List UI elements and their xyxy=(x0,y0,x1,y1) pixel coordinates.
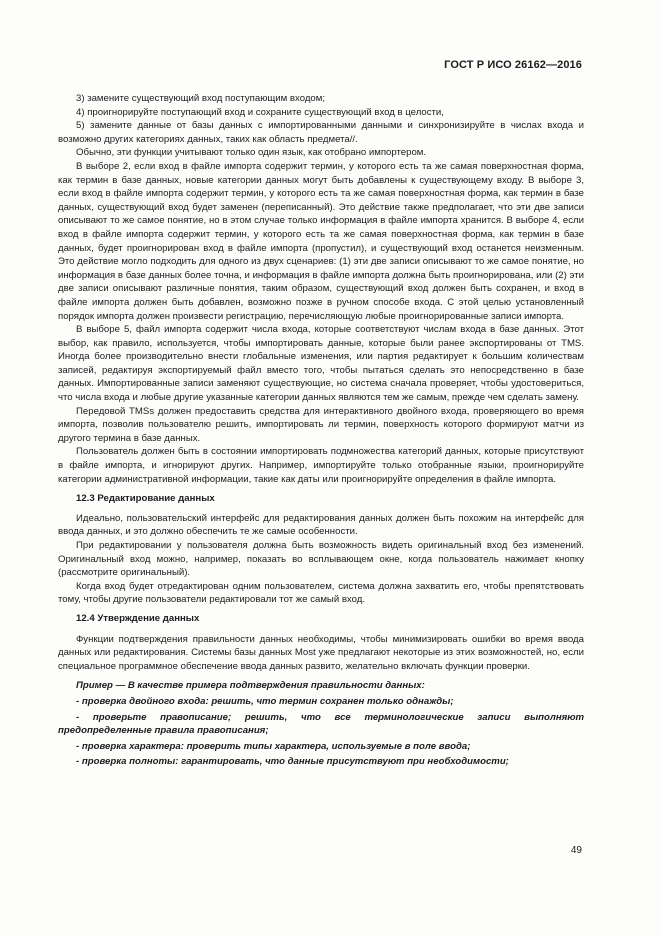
example-item: - проверьте правописание; решить, что все терминологические записи выполняют предопределенные правила правописания; xyxy=(58,711,584,737)
paragraph: В выборе 2, если вход в файле импорта содержит термин, у которого есть та же самая поверхностная форма, как термин в базе данных, новые категории данных могут быть добавлены к существующему входу. В выборе 3, если вход в файле импорта содержит термин, у которого есть та же самая поверхностная форма, как термин в базе данных, существующий вход будет заменен (переписанный). Это действие также предполагает, что эти две записи описывают то же самое понятие, но в этом случае только информация в файле импорта хранится. В выборе 4, если вход в файле импорта содержит термин, у которого есть та же самая поверхностная форма, как термин в базе данных, будет проигнорирован вход в файле импорта (пропустил), и существующий вход останется неизменным. Это действие могло подходить для одного из двух сценариев: (1) эти две записи описывают то же самое понятие, но информация в базе данных более точна, и информация в файле импорта должна быть проигнорирована, или (2) эти две записи описывают различные понятия, таким образом, существующий вход должен быть сохранен, и вход в файле импорта должен быть добавлен, возможно позже в ручном способе входа. С этой целью установленный порядок импорта должен произвести регистрацию, перечисляющую любые проигнорированные записи импорта. xyxy=(58,160,584,322)
example-heading: Пример — В качестве примера подтверждения правильности данных: xyxy=(76,680,425,692)
paragraph: В выборе 5, файл импорта содержит числа входа, которые соответствуют числам входа в базе данных. Этот выбор, как правило, используется, чтобы импортировать данные, которые были ранее экспортированы от TMS. Иногда более производительно внести глобальные изменения, или партия редактирует к большим количествам записей, редактируя экспортируемый файл вместо того, чтобы пытаться сделать это непосредственно в базе данных. Импортированные записи заменяют существующие, но система сначала проверяет, чтобы удостовериться, что числа входа и любые другие указанные категории данных являются тем же самым, прежде чем сделать замену. xyxy=(58,324,584,404)
example-item: - проверка полноты: гарантировать, что данные присутствуют при необходимости; xyxy=(76,756,509,768)
example-item: - проверка характера: проверить типы характера, используемые в поле ввода; xyxy=(76,740,471,752)
paragraph: 4) проигнорируйте поступающий вход и сохраните существующий вход в целости, xyxy=(76,106,444,118)
paragraph: При редактировании у пользователя должна быть возможность видеть оригинальный вход без изменений. Оригинальный вход можно, например, показать во всплывающем окне, когда пользователь нажимает кнопку (рассмотрите оригинальный). xyxy=(58,540,584,579)
paragraph: Передовой TMSs должен предоставить средства для интерактивного двойного входа, проверяющего во время импорта, позволив пользователю решить, импортировать ли термин, поверхность которого формируют матчи из другого термина в базе данных. xyxy=(58,405,584,444)
paragraph: Идеально, пользовательский интерфейс для редактирования данных должен быть похожим на интерфейс для ввода данных, и это должно обеспечить те же самые особенности. xyxy=(58,512,584,538)
paragraph: 3) замените существующий вход поступающим входом; xyxy=(76,93,326,104)
section-heading: 12.3 Редактирование данных xyxy=(76,493,215,505)
paragraph: Функции подтверждения правильности данных необходимы, чтобы минимизировать ошибки во время ввода данных или редактирования. Системы базы данных Most уже предлагают некоторые из этих возможностей, но, если специальное программное обеспечение ввода данных развито, желательно включать функции проверки. xyxy=(58,633,584,672)
paragraph: 5) замените данные от базы данных с импортированными данными и синхронизируйте в числах входа и возможно других категориях данных, таких как область предмета//. xyxy=(58,120,584,145)
paragraph: Пользователь должен быть в состоянии импортировать подмножества категорий данных, которые присутствуют в файле импорта, и игнорируют других. Например, импортируйте только отобранные языки, проигнорируйте категории административной информации, такие как даты или проигнорируйте определения в файле импорта. xyxy=(58,446,584,485)
section-heading: 12.4 Утверждение данных xyxy=(76,612,200,624)
page-body xyxy=(58,92,584,771)
page-number: 49 xyxy=(570,845,582,856)
example-item: - проверка двойного входа: решить, что термин сохранен только однажды; xyxy=(76,695,454,707)
standard-header: ГОСТ Р ИСО 26162—2016 xyxy=(444,59,582,71)
paragraph: Обычно, эти функции учитывают только один язык, как отобрано импортером. xyxy=(76,147,427,159)
paragraph: Когда вход будет отредактирован одним пользователем, система должна захватить его, чтобы препятствовать тому, чтобы другие пользователи редактировали тот же самый вход. xyxy=(58,580,584,606)
